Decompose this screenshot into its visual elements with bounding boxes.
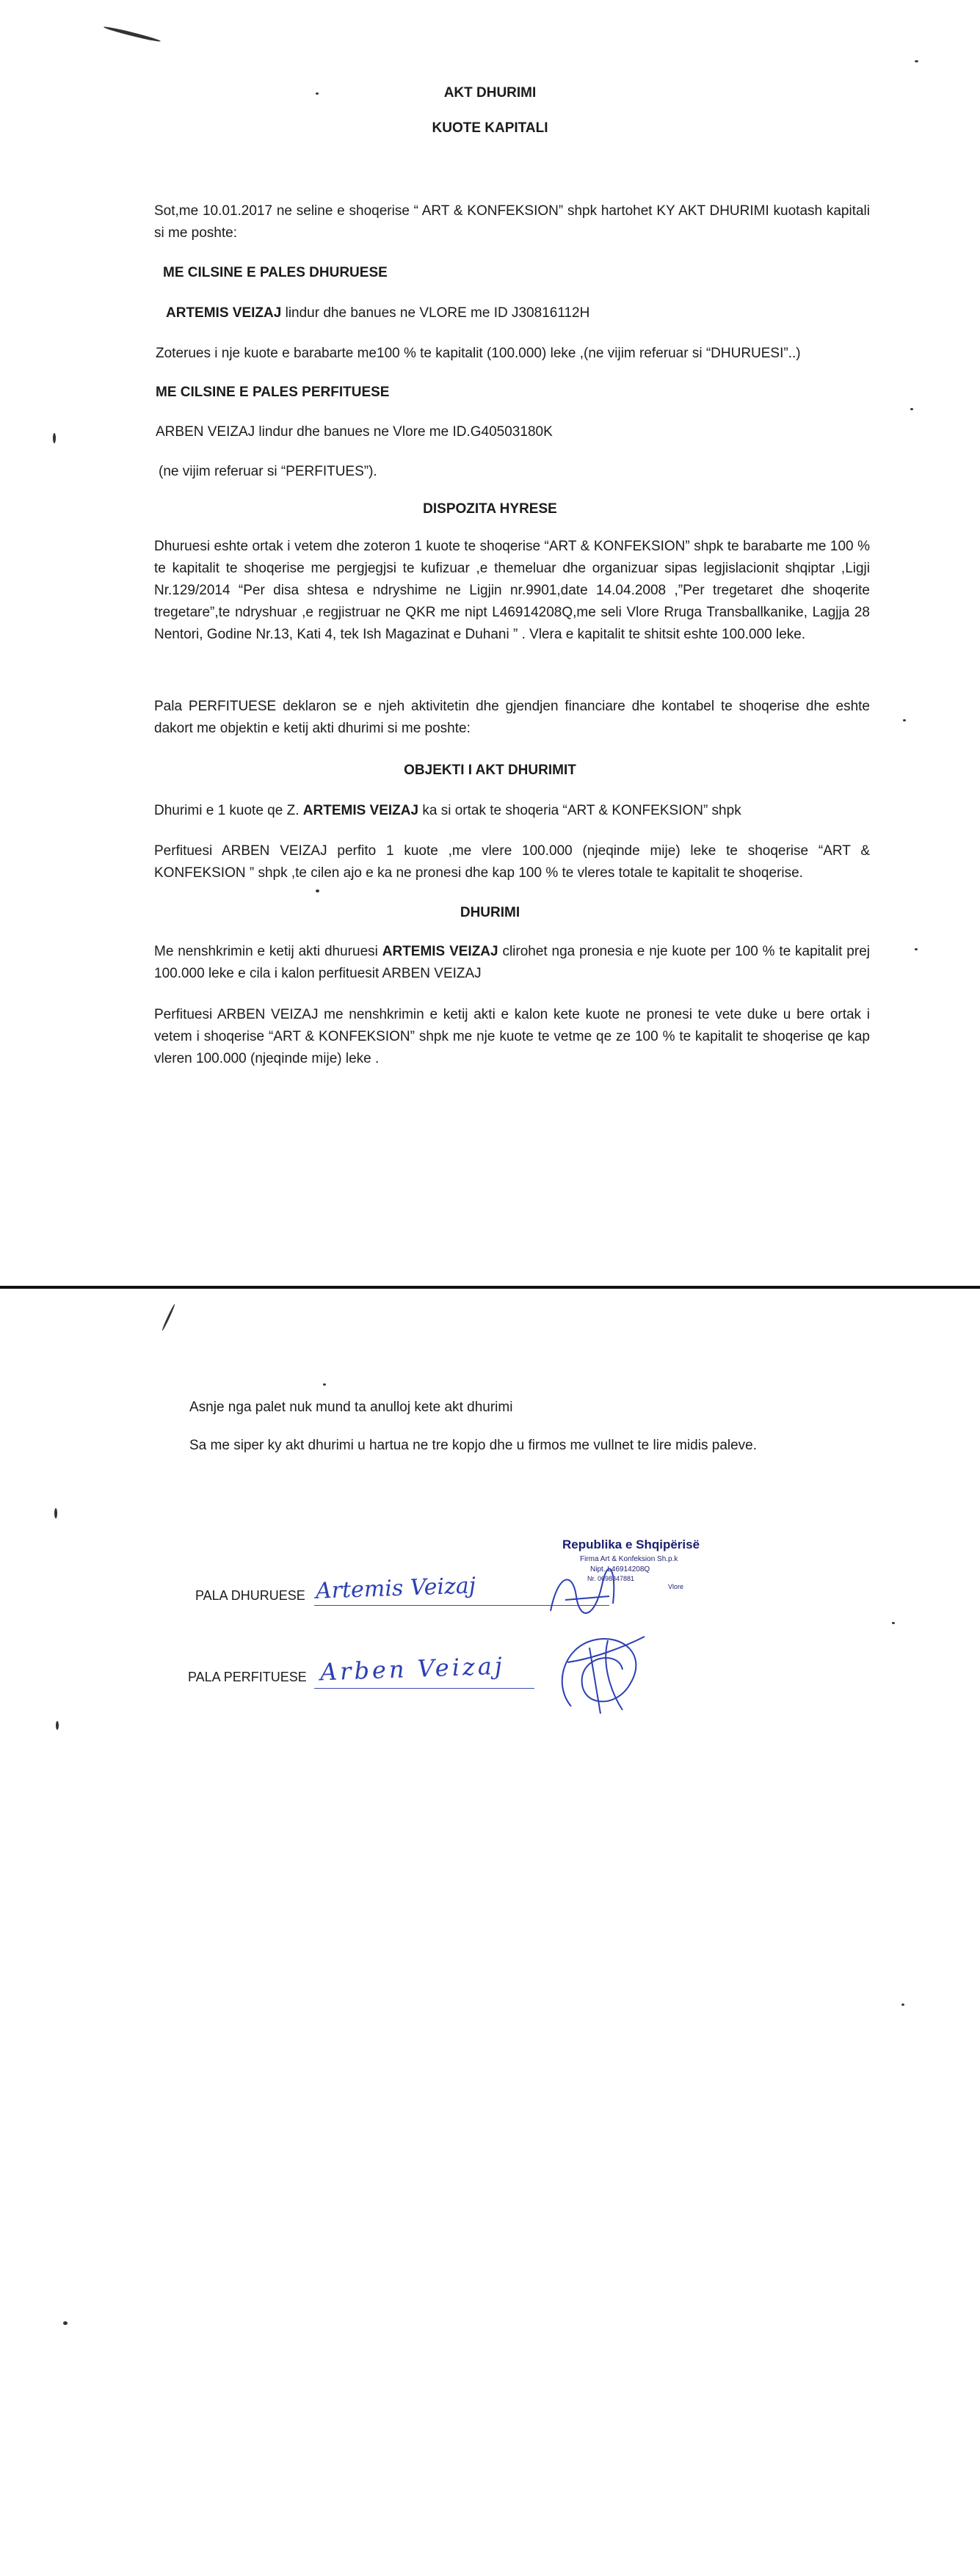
section-heading-dispozita: DISPOZITA HYRESE — [423, 501, 557, 517]
scan-speck — [316, 889, 319, 892]
closing-line-1: Asnje nga palet nuk mund ta anulloj kete akt dhurimi — [189, 1400, 513, 1415]
document-subtitle: KUOTE KAPITALI — [432, 120, 548, 136]
scan-mark — [104, 25, 161, 43]
scan-mark — [161, 1303, 176, 1331]
stamp-line-5: Vlore — [668, 1583, 684, 1590]
recipient-reference: (ne vijim referuar si “PERFITUES”). — [159, 464, 377, 479]
dispozita-paragraph-1: Dhuruesi eshte ortak i vetem dhe zoteron 1 kuote te shoqerise “ART & KONFEKSION” shpk te barabarte me 100 % te kapitalit te shoqerise me pergjegjsi te kufizuar ,e themeluar dhe organizuar sipas legjislacionit shqiptar ,Ligji Nr.129/2014 “Per disa shtesa e ndryshime ne Ligjin nr.9901,date 14.04.2008 ,”Per tregetaret dhe shoqerite tregetare”,te ndryshuar ,e regjistruar ne QKR me nipt L46914208Q,me seli Vlore Rruga Transballkanike, Lagjja 28 Nentori, Godine Nr.13, Kati 4, tek Ish Magazinat e Duhani ” . Vlera e kapitalit te shitsit eshte 100.000 leke. — [154, 539, 870, 642]
dhurimi-text-post: clirohet nga pronesia e nje kuote per 100 % te kapitalit prej 100.000 leke e cila i kalon perfituesit ARBEN VEIZAJ — [154, 944, 870, 981]
section-heading-objekti: OBJEKTI I AKT DHURIMIT — [404, 763, 576, 778]
stamp-line-4: Nr. 0698847881 — [587, 1575, 635, 1582]
scan-speck — [910, 408, 913, 410]
dhurimi-paragraph-2: Perfituesi ARBEN VEIZAJ me nenshkrimin e ketij akti e kalon kete kuote ne pronesi te vete duke u bere ortak i vetem i shoqerise “ART & KONFEKSION” shpk me nje kuote te vetme qe ze 100 % te kapitalit te shoqerise qe kap vleren 100.000 (njeqinde mije) leke . — [154, 1007, 870, 1066]
scan-speck — [892, 1622, 895, 1624]
dhurimi-donor-name: ARTEMIS VEIZAJ — [382, 944, 498, 959]
scan-speck — [901, 2004, 904, 2006]
recipient-heading: ME CILSINE E PALES PERFITUESE — [156, 385, 390, 400]
stamp-line-3: Nipt. L46914208Q — [590, 1565, 650, 1573]
donor-share: Zoterues i nje kuote e barabarte me100 % te kapitalit (100.000) leke ,(ne vijim referuar si “DHURUESI”..) — [156, 346, 801, 361]
section-heading-dhurimi: DHURIMI — [460, 905, 520, 920]
scan-speck — [54, 1508, 57, 1518]
scan-speck — [63, 2321, 68, 2325]
dhurimi-paragraph-1 — [154, 941, 870, 985]
recipient-signature: Arben Veizaj — [319, 1651, 506, 1687]
donor-heading: ME CILSINE E PALES DHURUESE — [163, 265, 388, 280]
donor-info: lindur dhe banues ne VLORE me ID J30816112H — [281, 305, 590, 321]
page-2 — [0, 1288, 980, 2576]
stamp-line-2: Firma Art & Konfeksion Sh.p.k — [580, 1555, 678, 1563]
recipient-signature-label: PALA PERFITUESE — [188, 1670, 307, 1684]
recipient-signature-line — [314, 1688, 534, 1689]
donor-line — [166, 302, 589, 324]
intro-paragraph: Sot,me 10.01.2017 ne seline e shoqerise “ ART & KONFEKSION” shpk hartohet KY AKT DHURIMI kuotash kapitali si me poshte: — [154, 203, 870, 241]
donor-scribble-signature — [543, 1567, 624, 1626]
closing-line-2: Sa me siper ky akt dhurimi u hartua ne tre kopjo dhe u firmos me vullnet te lire midis paleve. — [189, 1438, 758, 1453]
scan-speck — [915, 60, 918, 62]
recipient-info: ARBEN VEIZAJ lindur dhe banues ne Vlore me ID.G40503180K — [156, 424, 553, 440]
objekti-donor-name: ARTEMIS VEIZAJ — [302, 803, 419, 818]
objekti-paragraph-2: Perfituesi ARBEN VEIZAJ perfito 1 kuote ,me vlere 100.000 (njeqinde mije) leke te shoqerise “ART & KONFEKSION ” shpk ,te cilen ajo e ka ne pronesi dhe kap 100 % te vleres totale te kapitalit te shoqerise. — [154, 843, 870, 881]
scan-speck — [915, 948, 918, 950]
objekti-paragraph-1 — [154, 800, 741, 822]
scan-speck — [323, 1383, 326, 1386]
donor-signature: Artemis Veizaj — [315, 1573, 476, 1604]
recipient-scribble-signature — [549, 1618, 652, 1721]
scan-speck — [56, 1721, 59, 1730]
scan-speck — [53, 433, 56, 443]
dhurimi-text-pre: Me nenshkrimin e ketij akti dhuruesi — [154, 944, 382, 959]
scan-speck — [903, 719, 906, 721]
stamp-line-1: Republika e Shqipërisë — [562, 1538, 700, 1551]
dispozita-paragraph-2: Pala PERFITUESE deklaron se e njeh aktivitetin dhe gjendjen financiare dhe kontabel te shoqerise dhe eshte dakort me objektin e ketij akti dhurimi si me poshte: — [154, 699, 870, 736]
objekti-text-pre: Dhurimi e 1 kuote qe Z. — [154, 803, 303, 818]
donor-name: ARTEMIS VEIZAJ — [166, 305, 282, 321]
donor-signature-label: PALA DHURUESE — [195, 1588, 305, 1603]
document-title: AKT DHURIMI — [443, 85, 537, 101]
objekti-text-post: ka si ortak te shoqeria “ART & KONFEKSION” shpk — [418, 803, 741, 818]
